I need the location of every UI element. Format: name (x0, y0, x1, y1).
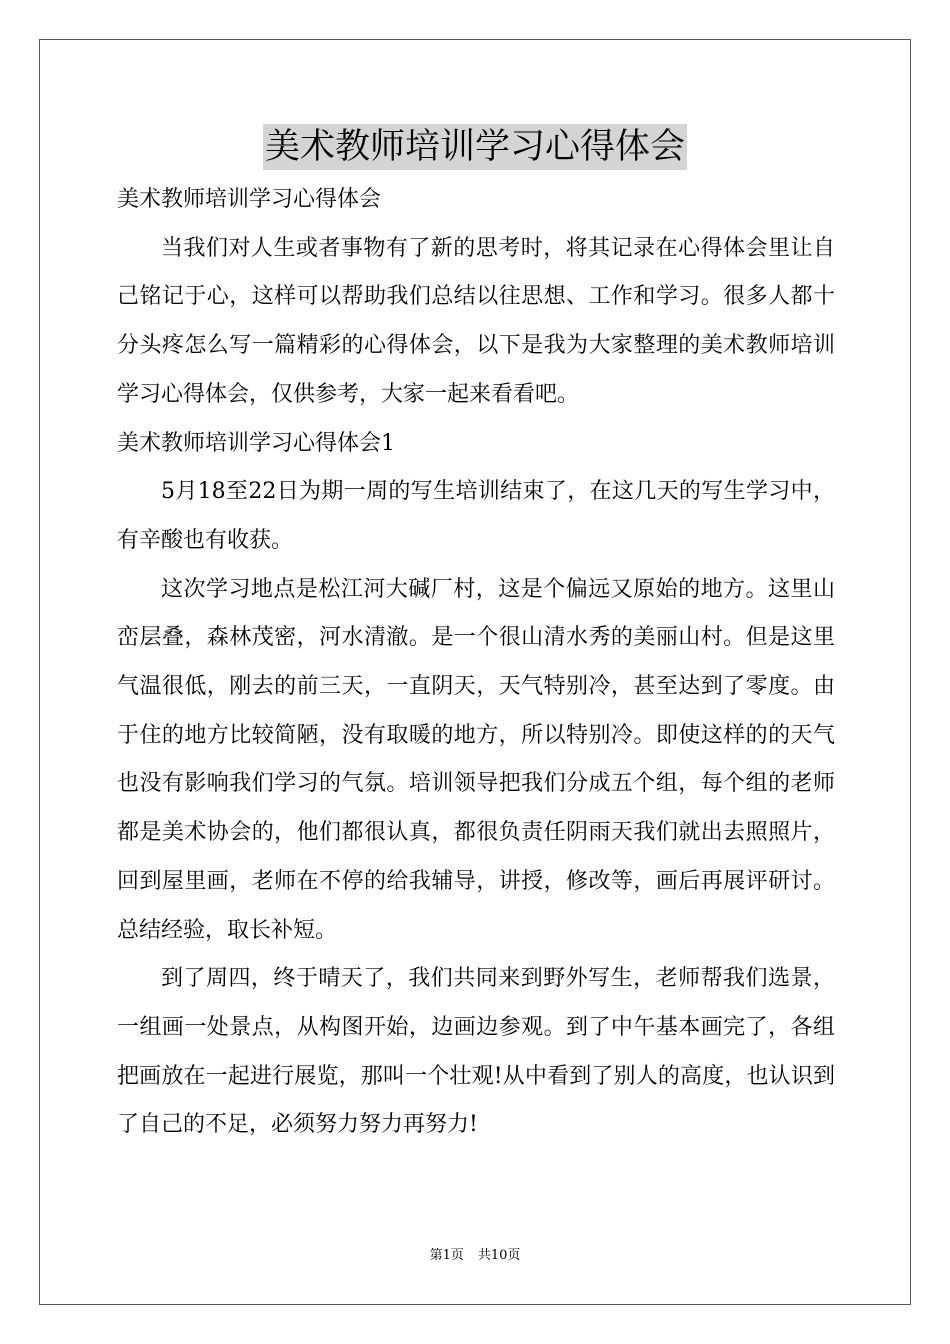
paragraph-thursday: 到了周四，终于晴天了，我们共同来到野外写生，老师帮我们选景，一组画一处景点，从构图开始，边画边参观。到了中午基本画完了，各组把画放在一起进行展览，那叫一个壮观!从中看到了别人的高度，也认识到了自己的不足，必须努力努力再努力! (117, 966, 835, 1138)
title-container (0, 124, 950, 170)
document-body (117, 176, 835, 1150)
paragraph-location: 这次学习地点是松江河大碱厂村，这是个偏远又原始的地方。这里山峦层叠，森林茂密，河水清澈。是一个很山清水秀的美丽山村。但是这里气温很低，刚去的前三天，一直阴天，天气特别冷，甚至达到了零度。由于住的地方比较简陋，没有取暖的地方，所以特别冷。即使这样的的天气也没有影响我们学习的气氛。培训领导把我们分成五个组，每个组的老师都是美术协会的，他们都很认真，都很负责任阴雨天我们就出去照照片，回到屋里画，老师在不停的给我辅导，讲授，修改等，画后再展评研讨。总结经验，取长补短。 (117, 576, 835, 943)
paragraph-training-summary: 5月18至22日为期一周的写生培训结束了，在这几天的写生学习中，有辛酸也有收获。 (117, 479, 835, 553)
document-title: 美术教师培训学习心得体会 (263, 124, 687, 170)
page-footer (0, 1247, 950, 1265)
section-heading-1: 美术教师培训学习心得体会1 (117, 430, 395, 456)
intro-heading: 美术教师培训学习心得体会 (117, 187, 382, 212)
page-number: 第1页 (429, 1248, 464, 1263)
page-total: 共10页 (477, 1248, 521, 1263)
intro-paragraph: 当我们对人生或者事物有了新的思考时，将其记录在心得体会里让自己铭记于心，这样可以帮助我们总结以往思想、工作和学习。很多人都十分头疼怎么写一篇精彩的心得体会，以下是我为大家整理的美术教师培训学习心得体会，仅供参考，大家一起来看看吧。 (117, 235, 835, 407)
